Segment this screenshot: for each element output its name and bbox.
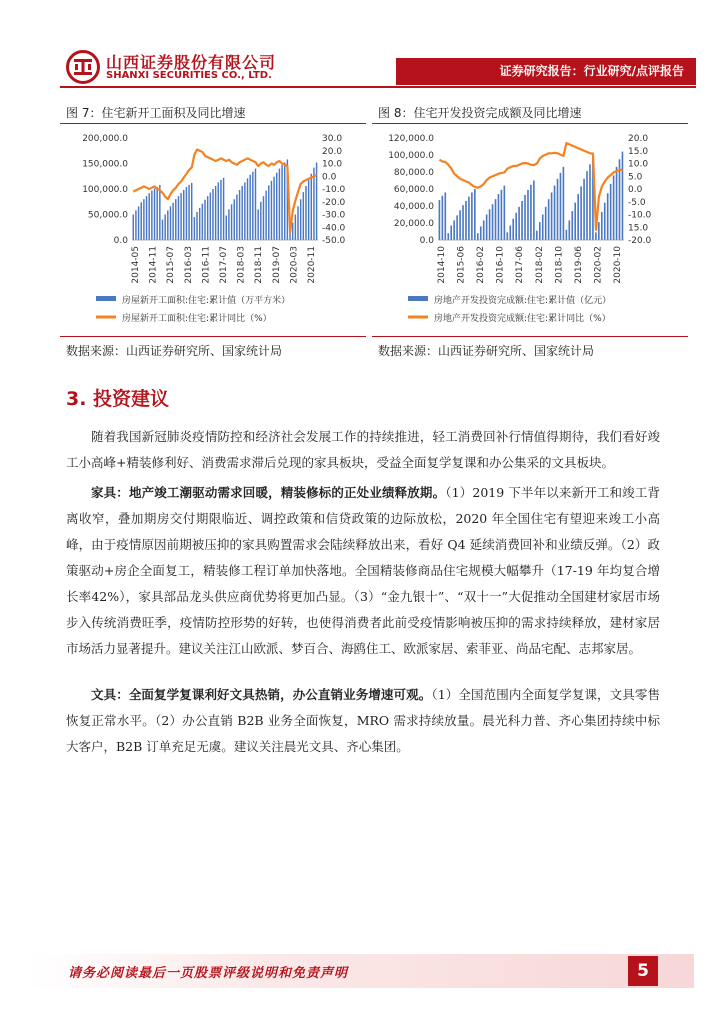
- fig7-x-tick: 2014-11: [148, 246, 159, 284]
- fig7-bar: [218, 182, 219, 240]
- figure8-top-rule: [372, 123, 688, 124]
- fig7-x-tick: 2018-11: [254, 246, 265, 284]
- fig8-y-right-tick: -20.0: [628, 236, 652, 246]
- fig7-y-left-tick: 0.0: [113, 236, 128, 246]
- fig8-bar: [453, 220, 455, 240]
- fig8-y-right-tick: 5.0: [628, 172, 643, 183]
- fig7-legend-label: 房屋新开工面积:住宅:累计同比（%）: [122, 314, 272, 324]
- fig8-bar: [468, 197, 470, 240]
- fig7-y-right-tick: -40.0: [322, 223, 346, 234]
- fig7-bar: [207, 196, 208, 240]
- stationery-lead: 文具：全面复学复课利好文具热销，办公直销业务增速可观。: [91, 687, 432, 702]
- fig7-bar: [156, 187, 157, 240]
- fig7-y-right-tick: 0.0: [322, 172, 337, 183]
- fig8-bar: [498, 194, 500, 240]
- fig8-bar: [604, 203, 606, 240]
- fig8-x-tick: 2016-02: [476, 246, 487, 284]
- fig8-y-right-tick: 15.0: [628, 146, 649, 157]
- fig7-bar: [308, 180, 309, 240]
- fig7-bar: [281, 165, 282, 240]
- company-name-cn: 山西证券股份有限公司: [106, 53, 277, 72]
- fig8-bar: [489, 209, 491, 240]
- fig8-y-left-tick: 60,000.0: [393, 185, 434, 195]
- fig7-bar: [313, 168, 314, 240]
- fig7-legend-bar-swatch: [96, 296, 116, 301]
- fig7-bar: [141, 202, 142, 240]
- page-number: 5: [637, 961, 649, 981]
- figure7-title: 图 7：住宅新开工面积及同比增速: [66, 106, 246, 120]
- fig7-bar: [263, 196, 264, 240]
- fig8-y-left-tick: 80,000.0: [393, 168, 434, 178]
- fig7-bar: [231, 204, 232, 240]
- furniture-paragraph: [66, 480, 660, 662]
- fig7-x-tick: 2016-03: [183, 246, 194, 284]
- figure8-title: 图 8：住宅开发投资完成额及同比增速: [378, 106, 582, 120]
- company-logo-icon: [66, 50, 100, 84]
- fig7-y-right-tick: -30.0: [322, 210, 346, 221]
- fig8-bar: [509, 226, 511, 240]
- fig7-bar: [276, 173, 277, 240]
- fig7-legend-label: 房屋新开工面积:住宅:累计值（万平方米）: [122, 296, 291, 306]
- fig8-x-tick: 2020-02: [593, 246, 604, 284]
- fig8-x-tick: 2018-02: [534, 246, 545, 284]
- fig7-x-tick: 2020-11: [307, 246, 317, 284]
- fig7-bar: [289, 232, 290, 240]
- fig8-bar: [527, 190, 529, 240]
- fig7-bar: [292, 223, 293, 240]
- fig7-y-right-tick: -50.0: [322, 236, 346, 246]
- fig7-bar: [138, 206, 139, 240]
- fig8-bar: [506, 232, 508, 240]
- fig8-bar: [568, 220, 570, 240]
- fig8-bar: [504, 186, 506, 240]
- fig7-bar: [223, 178, 224, 240]
- fig7-bar: [210, 193, 211, 240]
- fig8-bar: [607, 193, 609, 240]
- fig7-bar: [212, 189, 213, 240]
- fig8-bar: [439, 200, 441, 240]
- fig7-bar: [188, 185, 189, 240]
- stationery-body: （1）全国范围内全面复学复课，文具零售恢复正常水平。（2）办公直销 B2B 业务全面恢复，MRO 需求持续放量。晨光科力普、齐心集团持续中标大客户，B2B 订单充足无虞。建议关注晨光文具、齐心集团。: [66, 687, 660, 754]
- fig7-bar: [180, 193, 181, 240]
- fig8-bar: [566, 230, 568, 240]
- fig7-y-right-tick: 10.0: [322, 159, 343, 170]
- fig8-bar: [495, 199, 497, 240]
- fig8-bar: [530, 185, 532, 240]
- fig8-bar: [471, 192, 473, 240]
- fig7-x-tick: 2019-07: [271, 246, 282, 284]
- fig8-bar: [577, 194, 579, 240]
- fig8-y-left-tick: 0.0: [419, 236, 434, 246]
- fig7-bar: [175, 199, 176, 240]
- fig8-bar: [613, 175, 615, 240]
- fig8-bar: [583, 179, 585, 240]
- disclaimer-note: 请务必阅读最后一页股票评级说明和免责声明: [68, 966, 349, 981]
- fig8-legend-label: 房地产开发投资完成额:住宅:累计值（亿元）: [434, 296, 612, 306]
- fig8-bar: [542, 215, 544, 241]
- fig8-bar: [474, 189, 476, 240]
- fig8-bar: [524, 195, 526, 240]
- fig7-bar: [154, 188, 155, 240]
- fig8-bar: [557, 179, 559, 240]
- fig8-bar: [610, 184, 612, 240]
- fig7-bar: [167, 210, 168, 240]
- fig7-bar: [170, 206, 171, 240]
- fig7-bar: [202, 204, 203, 240]
- fig8-bar: [486, 215, 488, 241]
- fig7-bar: [284, 162, 285, 240]
- fig8-bar: [571, 211, 573, 240]
- fig8-bar: [456, 215, 458, 240]
- fig8-x-tick: 2014-10: [437, 246, 447, 284]
- furniture-lead: 家具：地产竣工潮驱动需求回暖，精装修标的正处业绩释放期。: [91, 485, 446, 500]
- fig7-bar: [247, 178, 248, 240]
- fig7-x-tick: 2015-07: [166, 246, 177, 284]
- fig7-y-right-tick: -20.0: [322, 197, 346, 208]
- fig8-bar: [616, 167, 618, 240]
- fig7-bar: [135, 210, 136, 240]
- fig7-bar: [162, 220, 163, 240]
- fig8-y-right-tick: 10.0: [628, 159, 649, 170]
- fig7-bar: [164, 215, 165, 241]
- fig8-bar: [554, 186, 556, 240]
- fig7-bar: [178, 196, 179, 240]
- fig8-bar: [483, 220, 485, 240]
- company-name-en: SHANXI SECURITIES CO., LTD.: [106, 70, 272, 81]
- fig7-bar: [186, 187, 187, 240]
- fig7-bar: [215, 186, 216, 240]
- page-footer: [30, 954, 694, 988]
- fig8-bar: [580, 186, 582, 240]
- fig7-bar: [300, 199, 301, 240]
- fig7-y-left-tick: 200,000.0: [82, 134, 128, 144]
- fig7-bar: [151, 191, 152, 240]
- fig7-x-tick: 2018-03: [236, 246, 247, 284]
- fig8-bar: [551, 192, 553, 240]
- fig7-bar: [273, 177, 274, 240]
- fig7-bar: [268, 185, 269, 240]
- fig7-bar: [133, 215, 134, 241]
- fig8-legend-bar-swatch: [408, 296, 428, 301]
- fig8-bar: [480, 226, 482, 240]
- fig8-bar: [563, 167, 565, 240]
- fig8-y-left-tick: 40,000.0: [393, 202, 434, 212]
- fig8-x-tick: 2017-06: [515, 246, 526, 284]
- fig7-bar: [191, 183, 192, 240]
- fig8-y-left-tick: 120,000.0: [388, 134, 434, 144]
- fig8-bar: [444, 192, 446, 240]
- fig8-bar: [477, 233, 479, 240]
- fig8-bar: [574, 203, 576, 240]
- fig7-bar: [305, 186, 306, 240]
- fig7-bar: [199, 208, 200, 240]
- fig7-x-tick: 2014-05: [131, 246, 141, 284]
- fig8-bar: [548, 199, 550, 240]
- fig8-bar: [598, 222, 600, 240]
- fig7-y-right-tick: 30.0: [322, 134, 343, 144]
- fig7-bar: [297, 206, 298, 240]
- header-divider: [60, 86, 696, 88]
- fig8-bar: [539, 222, 541, 240]
- fig8-y-left-tick: 20,000.0: [393, 219, 434, 229]
- fig7-x-tick: 2020-03: [289, 246, 300, 284]
- fig7-bar: [234, 199, 235, 240]
- fig7-bar: [311, 174, 312, 240]
- fig8-x-tick: 2016-10: [495, 246, 506, 284]
- fig7-bar: [220, 180, 221, 240]
- fig8-bar: [512, 219, 514, 240]
- fig7-y-right-tick: 20.0: [322, 146, 343, 157]
- fig8-x-tick: 2019-06: [573, 246, 584, 284]
- fig8-bar: [586, 171, 588, 240]
- fig8-bar: [521, 201, 523, 240]
- fig8-bar: [442, 196, 444, 240]
- fig8-bar: [501, 190, 503, 240]
- fig8-x-tick: 2015-06: [456, 246, 467, 284]
- fig8-y-right-tick: 20.0: [628, 134, 649, 144]
- figure8-chart: [372, 128, 688, 334]
- fig7-y-left-tick: 100,000.0: [82, 185, 128, 195]
- fig8-bar: [536, 231, 538, 240]
- fig7-y-left-tick: 150,000.0: [82, 159, 128, 170]
- fig8-bar: [459, 210, 461, 240]
- fig7-x-tick: 2017-07: [219, 246, 229, 284]
- fig7-line-series: [133, 150, 316, 233]
- fig8-bar: [492, 204, 494, 240]
- fig8-bar: [465, 201, 467, 240]
- fig7-bar: [271, 181, 272, 240]
- fig7-bar: [255, 169, 256, 240]
- fig7-bar: [226, 216, 227, 240]
- figure7-source: 数据来源：山西证券研究所、国家统计局: [66, 344, 283, 358]
- fig8-y-right-tick: -10.0: [628, 210, 652, 221]
- fig8-bar: [518, 207, 520, 240]
- fig7-bar: [204, 200, 205, 240]
- fig7-bar: [148, 193, 149, 240]
- fig8-bar: [560, 173, 562, 240]
- figure7-bottom-rule: [60, 336, 366, 337]
- fig7-bar: [295, 215, 296, 241]
- fig8-bar: [601, 212, 603, 240]
- figure7-chart: [60, 128, 366, 334]
- fig7-bar: [257, 209, 258, 240]
- fig8-bar: [533, 181, 535, 241]
- fig8-bar: [589, 164, 591, 240]
- fig7-bar: [239, 190, 240, 240]
- fig7-bar: [146, 196, 147, 240]
- fig8-bar: [462, 205, 464, 240]
- figure8-bottom-rule: [372, 336, 688, 337]
- fig8-x-tick: 2020-10: [613, 246, 623, 284]
- fig8-bar: [622, 152, 624, 240]
- fig8-y-left-tick: 100,000.0: [388, 151, 434, 161]
- figure8-source: 数据来源：山西证券研究所、国家统计局: [378, 344, 595, 358]
- fig7-bar: [252, 172, 253, 240]
- fig7-bar: [196, 212, 197, 240]
- fig8-bar: [619, 159, 621, 240]
- fig8-y-right-tick: 0.0: [628, 185, 643, 195]
- fig7-bar: [194, 217, 195, 240]
- fig8-bar: [447, 233, 449, 240]
- fig7-bar: [183, 190, 184, 240]
- fig7-x-tick: 2016-11: [201, 246, 212, 284]
- furniture-body: （1）2019 下半年以来新开工和竣工背离收窄，叠加期房交付期限临近、调控政策和信贷政策的边际放松，2020 年全国住宅有望迎来竣工小高峰，由于疫情原因前期被压抑的家具购置需求会陆续释放出来，看好 Q4 延续消费回补和业绩反弹。（2）政策驱动+房企全面复工，精装修工程订单加快落地。全国精装修商品住宅规模大幅攀升（17-19 年均复合增长率42%），家具部品龙头供应商优势将更加凸显。（3）“金九银十”、“双十一”大促推动全国建材家居市场步入传统消费旺季，疫情防控形势的好转，也使得消费者此前受疫情影响被压抑的需求持续释放，建材家居市场活力显著提升。建议关注江山欧派、梦百合、海鸥住工、欧派家居、索菲亚、尚品宅配、志邦家居。: [66, 485, 660, 656]
- report-type-banner: 证券研究报告：行业研究/点评报告: [396, 58, 696, 85]
- fig7-bar: [303, 192, 304, 240]
- stationery-paragraph: [66, 682, 660, 760]
- fig8-legend-label: 房地产开发投资完成额:住宅:累计同比（%）: [434, 314, 611, 324]
- fig7-bar: [265, 191, 266, 240]
- fig7-y-right-tick: -10.0: [322, 185, 346, 195]
- fig7-bar: [244, 182, 245, 240]
- fig7-bar: [260, 202, 261, 240]
- fig7-bar: [279, 169, 280, 240]
- fig8-y-right-tick: -5.0: [628, 197, 646, 208]
- section-heading: 3. 投资建议: [66, 388, 170, 410]
- fig7-bar: [249, 175, 250, 240]
- fig7-bar: [228, 209, 229, 240]
- fig8-y-right-tick: 15.0: [628, 223, 649, 234]
- fig7-bar: [143, 199, 144, 240]
- figure7-top-rule: [60, 123, 366, 124]
- intro-paragraph: 随着我国新冠肺炎疫情防控和经济社会发展工作的持续推进，轻工消费回补行情值得期待，我们看好竣工小高峰+精装修利好、消费需求滞后兑现的家具板块，受益全面复学复课和办公集采的文具板块。: [66, 429, 660, 470]
- fig7-y-left-tick: 50,000.0: [87, 210, 128, 221]
- fig7-bar: [241, 186, 242, 240]
- fig7-bar: [236, 195, 237, 240]
- fig7-bar: [172, 203, 173, 240]
- fig8-bar: [450, 226, 452, 240]
- fig8-bar: [545, 207, 547, 240]
- fig8-bar: [515, 213, 517, 240]
- fig7-bar: [159, 185, 160, 240]
- fig8-x-tick: 2018-10: [554, 246, 565, 284]
- fig8-bar: [595, 232, 597, 240]
